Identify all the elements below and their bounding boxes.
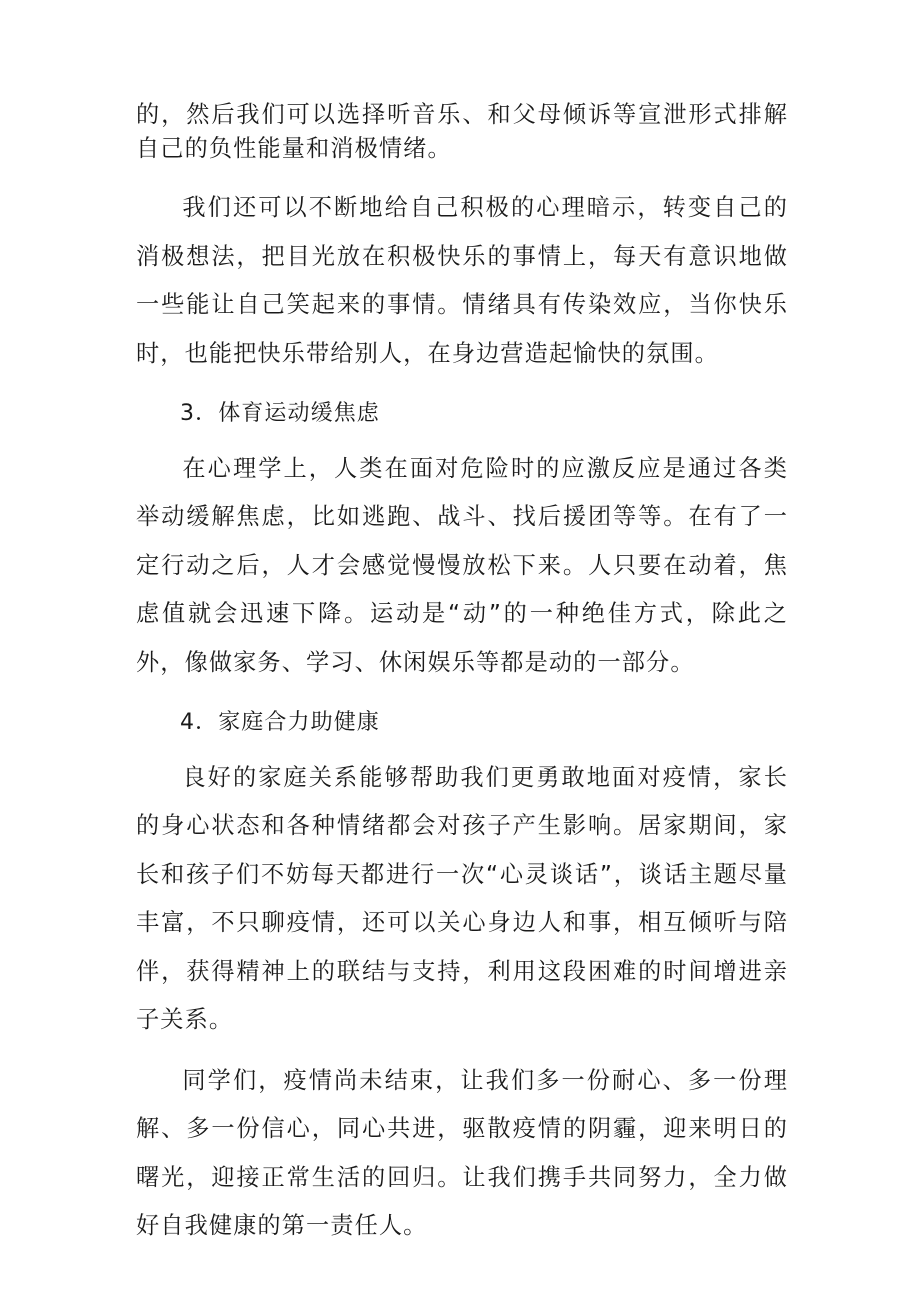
paragraph-positive-suggestion: 我们还可以不断地给自己积极的心理暗示，转变自己的消极想法，把目光放在积极快乐的事情上，每天有意识地做一些能让自己笑起来的事情。情绪具有传染效应，当你快乐时，也能把快乐带给别人，在身边营造起愉快的氛围。 bbox=[136, 194, 788, 367]
paragraph-continuation: 的，然后我们可以选择听音乐、和父母倾诉等宣泄形式排解自己的负性能量和消极情绪。 bbox=[136, 101, 788, 162]
paragraph-closing: 同学们，疫情尚未结束，让我们多一份耐心、多一份理解、多一份信心，同心共进，驱散疫情的阴霾，迎来明日的曙光，迎接正常生活的回归。让我们携手共同努力，全力做好自我健康的第一责任人。 bbox=[136, 1066, 788, 1239]
paragraph-exercise: 在心理学上，人类在面对危险时的应激反应是通过各类举动缓解焦虑，比如逃跑、战斗、找后援团等等。在有了一定行动之后，人才会感觉慢慢放松下来。人只要在动着，焦虑值就会迅速下降。运动是“动”的一种绝佳方式，除此之外，像做家务、学习、休闲娱乐等都是动的一部分。 bbox=[136, 454, 788, 676]
section-heading-family: 4．家庭合力助健康 bbox=[180, 710, 380, 735]
section-heading-exercise: 3．体育运动缓焦虑 bbox=[180, 401, 380, 426]
document-body bbox=[136, 98, 788, 1263]
paragraph-family: 良好的家庭关系能够帮助我们更勇敢地面对疫情，家长的身心状态和各种情绪都会对孩子产生影响。居家期间，家长和孩子们不妨每天都进行一次“心灵谈话”，谈话主题尽量丰富，不只聊疫情，还可以关心身边人和事，相互倾听与陪伴，获得精神上的联结与支持，利用这段困难的时间增进亲子关系。 bbox=[136, 763, 788, 1033]
